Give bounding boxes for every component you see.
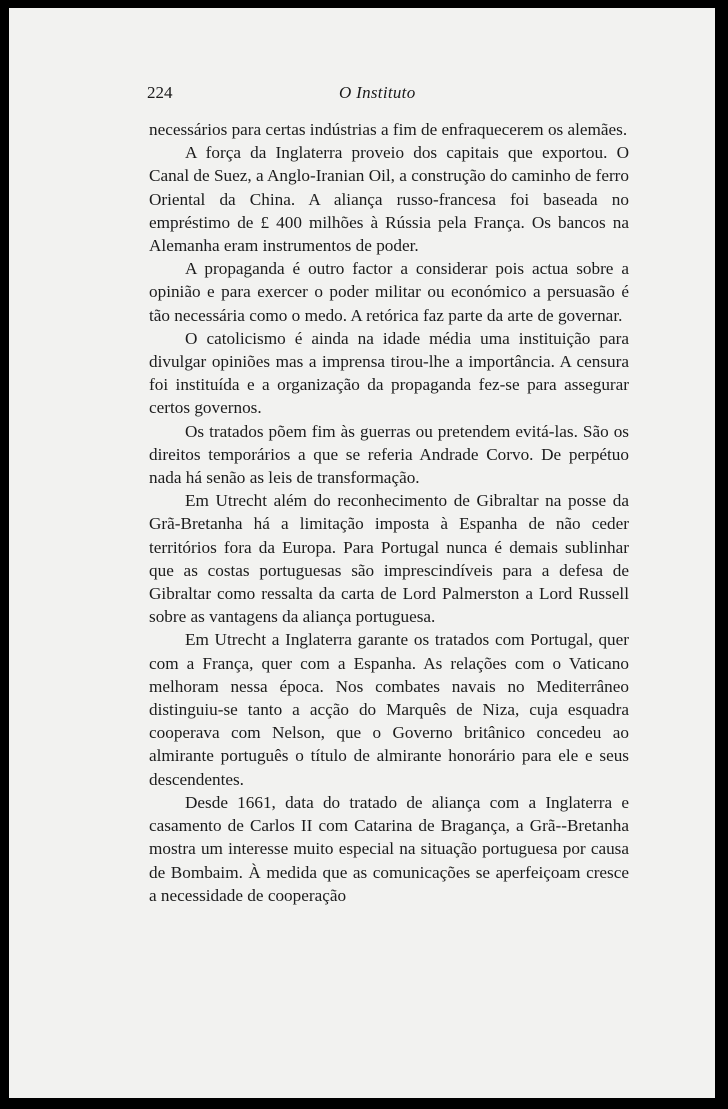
page-number: 224 [147,83,173,102]
paragraph-1661-alliance: Desde 1661, data do tratado de aliança com a Inglaterra e casamento de Carlos II com Catarina de Bragança, a Grã-​-Bretanha mostra um interesse muito especial na situação portuguesa por causa de Bombaim. À medida que as comunicações se aperfeiçoam cresce a necessidade de cooperação [149,792,629,905]
paragraph-catholicism: O catolicismo é ainda na idade média uma instituição para divulgar opiniões mas a imprensa tirou-lhe a importância. A censura foi instituída e a organização da propaganda fez-se para assegurar certos governos. [149,328,629,418]
paragraph-treaties: Os tratados põem fim às guerras ou pretendem evitá-las. São os direitos temporários a que se referia Andrade Corvo. De perpétuo nada há senão as leis de transformação. [149,421,629,488]
book-page [9,8,715,1098]
paragraph-propaganda: A propaganda é outro factor a considerar pois actua sobre a opinião e para exercer o poder militar ou económico a persuasão é tão necessária como o medo. A retórica faz parte da arte de governar. [149,259,629,325]
paragraph-continuation: necessários para certas indústrias a fim de enfraquecerem os alemães. [149,120,628,139]
page-header [147,77,629,105]
running-title: O Instituto [339,83,416,102]
body-text [149,118,629,907]
paragraph-utrecht-guarantees: Em Utrecht a Inglaterra garante os tratados com Portugal, quer com a França, quer com a Espanha. As relações com o Vaticano melhoram nessa época. Nos combates navais no Mediterrâneo distinguiu-se tanto a acção do Marquês de Niza, cuja esquadra cooperava com Nelson, que o Governo britânico concedeu ao almirante português o título de almirante honorário para ele e seus descendentes. [149,630,629,789]
paragraph-utrecht-gibraltar: Em Utrecht além do reconhecimento de Gibraltar na posse da Grã-Bretanha há a limitação imposta à Espanha de não ceder territórios fora da Europa. Para Portugal nunca é demais sublinhar que as costas portuguesas são imprescindíveis para a defesa de Gibraltar como ressalta da carta de Lord Palmerston a Lord Russell sobre as vantagens da aliança portuguesa. [149,491,629,627]
paragraph-england-capital: A força da Inglaterra proveio dos capitais que exportou. O Canal de Suez, a Anglo-Iranian Oil, a construção do caminho de ferro Oriental da China. A aliança russo-francesa foi baseada no empréstimo de £ 400 milhões à Rússia pela França. Os bancos na Alemanha eram instrumentos de poder. [149,143,629,256]
